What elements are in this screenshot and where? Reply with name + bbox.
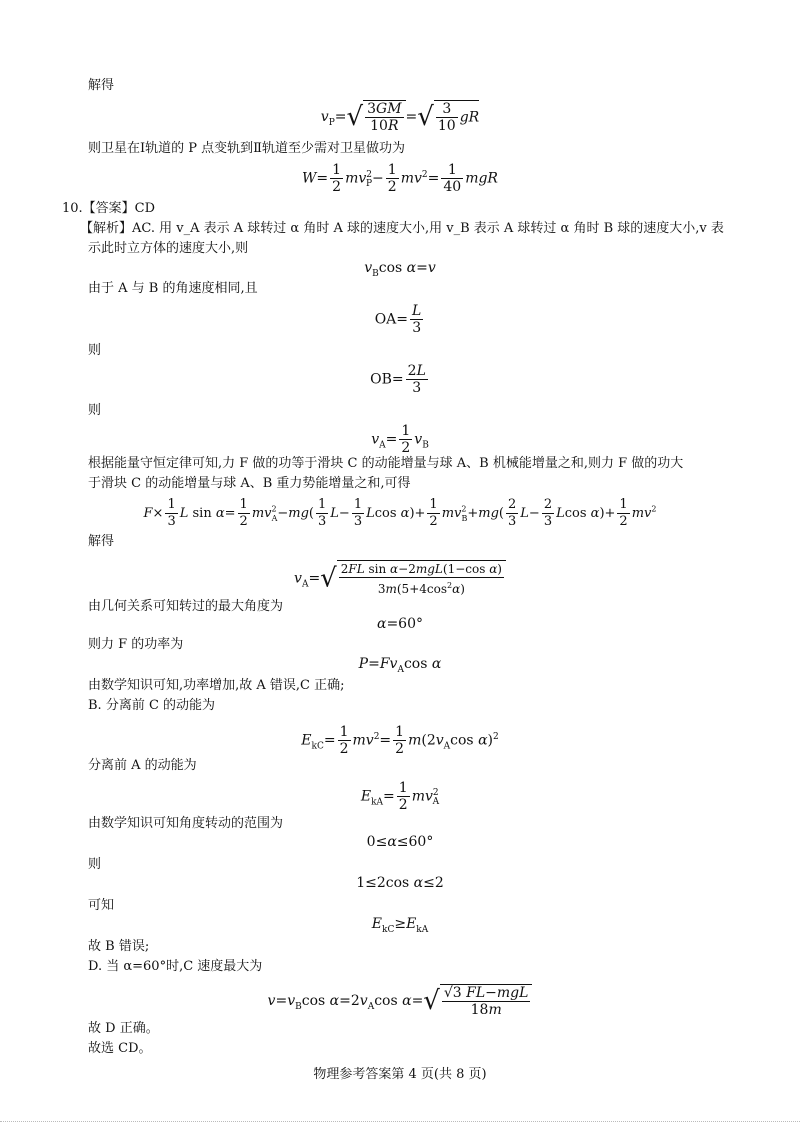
equation-vb-cos: $v_B\cos$ α=v [364, 260, 436, 279]
equation-eka: $E_{kA}=$ $\frac{1}{2}$ $mv^2_A$ [360, 780, 440, 813]
answer-heading: 10.【答案】CD [62, 201, 156, 216]
text-line: 故选 CD。 [88, 1041, 152, 1056]
text-line: 由数学知识可知角度转动的范围为 [88, 816, 284, 831]
text-line: 由几何关系可知转过的最大角度为 [88, 599, 284, 614]
text-line: 则 [88, 857, 102, 872]
text-line: 故 D 正确。 [88, 1021, 159, 1036]
equation-oa: OA= $\frac{L}{3}$ [374, 303, 422, 336]
equation-max-angle: α=60° [376, 616, 423, 632]
text-line: 由数学知识可知,功率增加,故 A 错误,C 正确; [88, 678, 345, 693]
equation-work: W= $\frac{1}{2}$ $mv^2_P-$ $\frac{1}{2}$ $mv^2=$ $\frac{1}{40}$ mgR [302, 162, 498, 195]
text-line: 根据能量守恒定律可知,力 F 做的功等于滑块 C 的动能增量与球 A、B 机械能增量之和,则力 F 做的功大 [88, 456, 684, 471]
text-line: 【解析】AC. 用 v_A 表示 A 球转过 α 角时 A 球的速度大小,用 v_B 表示 A 球转过 α 角时 B 球的速度大小,v 表 [80, 221, 724, 236]
equation-cos-range: 1≤2cos α≤2 [356, 875, 444, 891]
equation-ek-compare: $E_{kC}\ge E_{kA}$ [371, 916, 429, 935]
page-footer: 物理参考答案第 4 页(共 8 页) [313, 1067, 487, 1082]
text-line: 解得 [88, 78, 115, 93]
text-line: 则卫星在Ⅰ轨道的 P 点变轨到Ⅱ轨道至少需对卫星做功为 [88, 141, 405, 156]
bottom-divider [0, 1121, 800, 1122]
equation-va-solution: $v_A=√$ $\frac{\text{2FL sin α−2mgL(1−cos α)}}{3m(5+4\cos^2\alpha)}$ [0, 560, 800, 597]
equation-v-max: $v=v_B\cos$ $\alpha=2v_A\cos$ α=√ $\frac{\text{√3 FL−mgL}}{18m}$ [0, 984, 800, 1018]
text-line: 可知 [88, 898, 115, 913]
text-line: 则力 F 的功率为 [88, 637, 184, 652]
text-line: 由于 A 与 B 的角速度相同,且 [88, 281, 258, 296]
text-line: 于滑块 C 的动能增量与球 A、B 重力势能增量之和,可得 [88, 476, 411, 491]
equation-energy: F× $\frac{1}{3}$ L sin α= $\frac{1}{2}$ $mv^2_A-mg$( $\frac{1}{3}$ L− $\frac{1}{3}$ Lcos α)+ $\frac{1}{2}$ $mv^2_B+mg$( $\frac{2}{3}$ L− $\frac{2}{3}$ Lcos α)+ $\frac{1}{2}$ $mv^2$ [143, 497, 657, 529]
text-line: D. 当 α=60°时,C 速度最大为 [88, 959, 263, 974]
text-line: 则 [88, 403, 102, 418]
text-line: 解得 [88, 534, 115, 549]
equation-ekc: $E_{kC}=$ $\frac{1}{2}$ $mv^2=$ $\frac{1}{2}$ $m(2v_A\cos$ α)$^2$ [301, 724, 499, 757]
text-line: 故 B 错误; [88, 939, 150, 954]
equation-ob: OB= $\frac{2L}{3}$ [370, 363, 426, 396]
text-line: 则 [88, 343, 102, 358]
text-line: 示此时立方体的速度大小,则 [88, 241, 249, 256]
equation-va-vb: $v_A=$ $\frac{1}{2}$ $v_B$ [371, 423, 429, 456]
equation-angle-range: 0≤α≤60° [366, 834, 434, 850]
equation-power: $P=Fv_A\cos$ α [358, 656, 442, 675]
text-line: B. 分离前 C 的动能为 [88, 698, 216, 713]
equation-vp: $v_P=√$ $\frac{3GM}{10R}$ =√ $\frac{3}{10}$ gR [320, 101, 480, 134]
text-line: 分离前 A 的动能为 [88, 758, 197, 773]
